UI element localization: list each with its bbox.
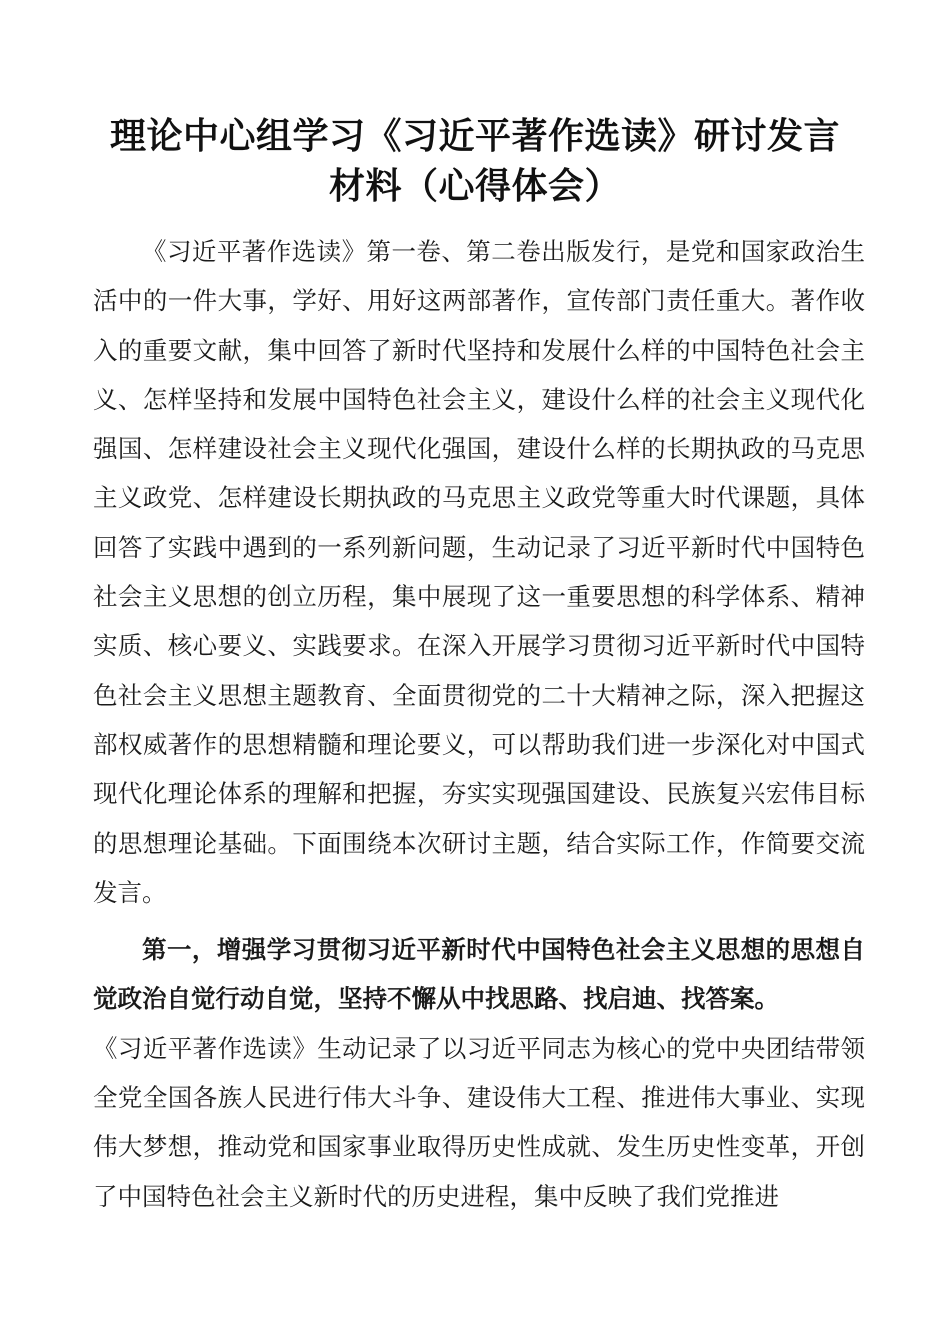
intro-paragraph: 《习近平著作选读》第一卷、第二卷出版发行，是党和国家政治生活中的一件大事，学好、用好这两部著作，宣传部门责任重大。著作收入的重要文献，集中回答了新时代坚持和发展什么样的中国特色社会主义、怎样坚持和发展中国特色社会主义，建设什么样的社会主义现代化强国、怎样建设社会主义现代化强国，建设什么样的长期执政的马克思主义政党、怎样建设长期执政的马克思主义政党等重大时代课题，具体回答了实践中遇到的一系列新问题，生动记录了习近平新时代中国特色社会主义思想的创立历程，集中展现了这一重要思想的科学体系、精神实质、核心要义、实践要求。在深入开展学习贯彻习近平新时代中国特色社会主义思想主题教育、全面贯彻党的二十大精神之际，深入把握这部权威著作的思想精髓和理论要义，可以帮助我们进一步深化对中国式现代化理论体系的理解和把握，夯实实现强国建设、民族复兴宏伟目标的思想理论基础。下面围绕本次研讨主题，结合实际工作，作简要交流发言。	[93, 237, 865, 907]
section-one-heading: 第一，增强学习贯彻习近平新时代中国特色社会主义思想的思想自觉政治自觉行动自觉，坚持不懈从中找思路、找启迪、找答案。	[93, 935, 865, 1014]
page-title: 理论中心组学习《习近平著作选读》研讨发言材料（心得体会）	[109, 116, 840, 207]
section-one-text: 《习近平著作选读》生动记录了以习近平同志为核心的党中央团结带领全党全国各族人民进行伟大斗争、建设伟大工程、推进伟大事业、实现伟大梦想，推动党和国家事业取得历史性成就、发生历史性变革，开创了中国特色社会主义新时代的历史进程，集中反映了我们党推进	[93, 1033, 865, 1211]
document-body	[93, 227, 865, 1221]
